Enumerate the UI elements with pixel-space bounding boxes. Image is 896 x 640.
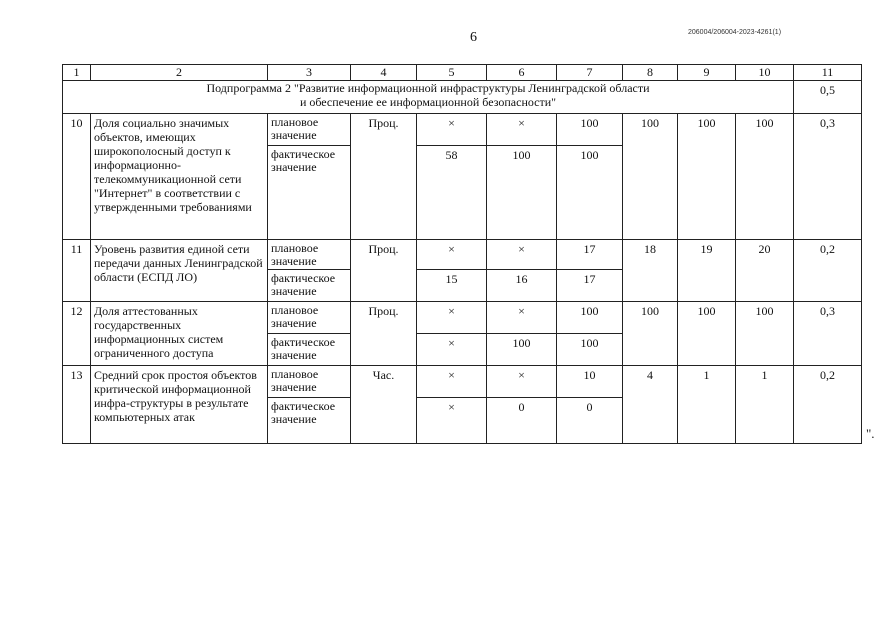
plan-value: 1 — [736, 366, 794, 444]
plan-label: плановое значение — [268, 240, 351, 270]
col-header-4: 4 — [351, 65, 417, 81]
fact-value: 58 — [417, 146, 487, 240]
fact-value: 100 — [487, 334, 557, 366]
subprogram-title — [63, 81, 794, 114]
plan-value: 100 — [736, 114, 794, 240]
plan-value: × — [487, 114, 557, 146]
document-code: 206004/206004-2023-4261(1) — [688, 29, 782, 36]
row-number: 10 — [63, 114, 91, 240]
plan-value: × — [487, 240, 557, 270]
indicator-weight: 0,3 — [794, 302, 862, 366]
plan-value: 100 — [623, 302, 678, 366]
indicator-weight: 0,3 — [794, 114, 862, 240]
plan-value: 100 — [557, 114, 623, 146]
fact-value: 100 — [557, 334, 623, 366]
indicators-table — [62, 64, 862, 444]
plan-value: × — [487, 366, 557, 398]
fact-value: 17 — [557, 270, 623, 302]
col-header-5: 5 — [417, 65, 487, 81]
plan-value: × — [487, 302, 557, 334]
column-number-row — [63, 65, 862, 81]
plan-label: плановое значение — [268, 366, 351, 398]
subprogram-weight: 0,5 — [794, 81, 862, 114]
indicator-name: Доля социально значимых объектов, имеющих широкополосный доступ к информационно-телекоммуникационной сети "Интернет" в соответствии с утвержденными требованиями — [91, 114, 268, 240]
col-header-6: 6 — [487, 65, 557, 81]
fact-value: 15 — [417, 270, 487, 302]
fact-value: 100 — [557, 146, 623, 240]
fact-value: × — [417, 398, 487, 444]
row-number: 11 — [63, 240, 91, 302]
fact-label: фактическое значение — [268, 146, 351, 240]
table-row — [63, 366, 862, 398]
page-number: 6 — [470, 30, 477, 45]
col-header-3: 3 — [268, 65, 351, 81]
indicator-weight: 0,2 — [794, 366, 862, 444]
plan-value: 10 — [557, 366, 623, 398]
fact-label: фактическое значение — [268, 398, 351, 444]
indicator-weight: 0,2 — [794, 240, 862, 302]
fact-value: 0 — [557, 398, 623, 444]
plan-value: × — [417, 240, 487, 270]
plan-value: 17 — [557, 240, 623, 270]
table-row — [63, 114, 862, 146]
plan-value: 1 — [678, 366, 736, 444]
fact-value: 16 — [487, 270, 557, 302]
fact-value: 100 — [487, 146, 557, 240]
row-number: 12 — [63, 302, 91, 366]
plan-value: 4 — [623, 366, 678, 444]
table-row — [63, 302, 862, 334]
plan-value: 100 — [623, 114, 678, 240]
unit: Проц. — [351, 302, 417, 366]
col-header-1: 1 — [63, 65, 91, 81]
unit: Час. — [351, 366, 417, 444]
subprogram-title-line1: Подпрограмма 2 "Развитие информационной инфраструктуры Ленинградской области — [206, 81, 650, 95]
plan-value: × — [417, 302, 487, 334]
closing-quote-mark: ". — [866, 426, 875, 441]
plan-label: плановое значение — [268, 114, 351, 146]
unit: Проц. — [351, 240, 417, 302]
fact-value: 0 — [487, 398, 557, 444]
unit: Проц. — [351, 114, 417, 240]
plan-value: 100 — [557, 302, 623, 334]
subprogram-title-line2: и обеспечение ее информационной безопасности" — [299, 95, 557, 109]
col-header-9: 9 — [678, 65, 736, 81]
plan-label: плановое значение — [268, 302, 351, 334]
plan-value: 20 — [736, 240, 794, 302]
col-header-8: 8 — [623, 65, 678, 81]
plan-value: 100 — [678, 302, 736, 366]
indicator-name: Средний срок простоя объектов критической информационной инфра-структуры в результате компьютерных атак — [91, 366, 268, 444]
plan-value: 100 — [736, 302, 794, 366]
fact-value: × — [417, 334, 487, 366]
plan-value: × — [417, 366, 487, 398]
indicator-name: Уровень развития единой сети передачи данных Ленинградской области (ЕСПД ЛО) — [91, 240, 268, 302]
row-number: 13 — [63, 366, 91, 444]
plan-value: 19 — [678, 240, 736, 302]
plan-value: 18 — [623, 240, 678, 302]
plan-value: × — [417, 114, 487, 146]
col-header-7: 7 — [557, 65, 623, 81]
subprogram-row — [63, 81, 862, 114]
plan-value: 100 — [678, 114, 736, 240]
fact-label: фактическое значение — [268, 334, 351, 366]
indicator-name: Доля аттестованных государственных информационных систем ограниченного доступа — [91, 302, 268, 366]
col-header-2: 2 — [91, 65, 268, 81]
table-row — [63, 240, 862, 270]
fact-label: фактическое значение — [268, 270, 351, 302]
col-header-11: 11 — [794, 65, 862, 81]
col-header-10: 10 — [736, 65, 794, 81]
